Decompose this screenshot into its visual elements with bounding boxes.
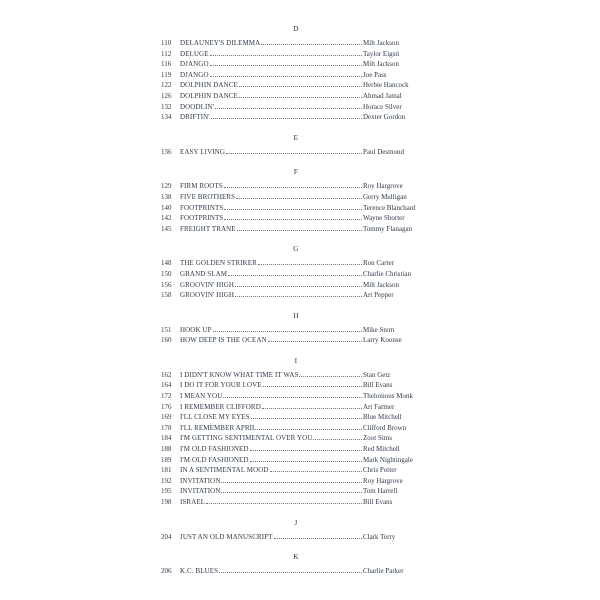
page-number: 189 — [161, 455, 172, 464]
dot-leader — [239, 79, 362, 87]
song-title: IN A SENTIMENTAL MOOD — [180, 466, 269, 475]
song-title: I'M OLD FASHIONED — [180, 445, 249, 454]
song-title: INVITATION — [180, 487, 221, 496]
artist-name: Ron Carter — [363, 259, 394, 268]
artist-name: Wayne Shorter — [363, 214, 405, 223]
artist-name: Ahmad Jamal — [363, 91, 402, 100]
index-entry — [161, 454, 431, 465]
artist-name: Zoot Sims — [363, 434, 392, 443]
song-title: DJANGO — [180, 70, 209, 79]
index-entry — [161, 223, 431, 234]
section-letter-heading: E — [293, 132, 299, 142]
section-letter-heading: I — [294, 355, 298, 365]
index-entry — [161, 401, 431, 412]
index-entry — [161, 432, 431, 443]
artist-name: Terence Blanchard — [363, 203, 416, 212]
index-section-f — [161, 165, 431, 233]
song-title: I DO IT FOR YOUR LOVE — [180, 381, 262, 390]
index-entry — [161, 324, 431, 335]
dot-leader — [210, 69, 362, 77]
artist-name: Tom Harrell — [363, 487, 398, 496]
page-number: 162 — [161, 370, 172, 379]
artist-name: Larry Koonse — [363, 336, 402, 345]
page-number: 158 — [161, 291, 172, 300]
song-title: INVITATION — [180, 476, 221, 485]
index-entry — [161, 289, 431, 300]
page-number: 195 — [161, 487, 172, 496]
dot-leader — [258, 257, 362, 265]
index-entry — [161, 212, 431, 223]
section-letter-heading: J — [294, 517, 298, 527]
artist-name: Milt Jackson — [363, 60, 399, 69]
page-number: 160 — [161, 336, 172, 345]
song-title: HOW DEEP IS THE OCEAN — [180, 336, 267, 345]
page-number: 169 — [161, 413, 172, 422]
dot-leader — [237, 223, 362, 231]
index-entry — [161, 475, 431, 486]
dot-leader — [236, 191, 362, 199]
dot-leader — [257, 422, 362, 430]
page-number: 138 — [161, 192, 172, 201]
dot-leader — [262, 401, 362, 409]
index-entry — [161, 531, 431, 542]
artist-name: Art Farmer — [363, 402, 395, 411]
artist-name: Stan Getz — [363, 370, 391, 379]
page-number: 192 — [161, 476, 172, 485]
index-section-k — [161, 550, 431, 576]
index-entry — [161, 496, 431, 507]
index-entry — [161, 464, 431, 475]
page-number: 132 — [161, 102, 172, 111]
index-entry — [161, 279, 431, 290]
artist-name: Chris Potter — [363, 466, 397, 475]
song-title: DOLPHIN DANCE — [180, 91, 238, 100]
dot-leader — [215, 101, 362, 109]
song-title: I DIDN'T KNOW WHAT TIME IT WAS — [180, 370, 299, 379]
section-letter-heading: D — [293, 24, 299, 33]
artist-name: Thelonious Monk — [363, 392, 413, 401]
index-entry — [161, 90, 431, 101]
dot-leader — [213, 324, 362, 332]
index-entry — [161, 101, 431, 112]
dot-leader — [250, 454, 362, 462]
dot-leader — [239, 90, 362, 98]
page-number: 126 — [161, 91, 172, 100]
index-entry — [161, 180, 431, 191]
section-letter-heading: K — [293, 552, 299, 562]
dot-leader — [263, 379, 362, 387]
index-section-h — [161, 309, 431, 345]
song-title: FIVE BROTHERS — [180, 192, 236, 201]
dot-leader — [274, 531, 362, 539]
index-entry — [161, 69, 431, 80]
page-number: 178 — [161, 423, 172, 432]
dot-leader — [211, 111, 362, 119]
index-entry — [161, 146, 431, 157]
artist-name: Tommy Flanagan — [363, 224, 413, 233]
song-title: GROOVIN' HIGH — [180, 280, 235, 289]
index-section-e — [161, 131, 431, 157]
dot-leader — [206, 496, 362, 504]
page-number: 151 — [161, 325, 172, 334]
dot-leader — [235, 279, 362, 287]
index-section-i — [161, 354, 431, 507]
dot-leader — [210, 58, 362, 66]
page-number: 110 — [161, 39, 172, 47]
artist-name: Charlie Christian — [363, 269, 412, 278]
song-title: I'M GETTING SENTIMENTAL OVER YOU — [180, 434, 313, 443]
index-entry — [161, 422, 431, 433]
dot-leader — [270, 464, 362, 472]
artist-name: Gerry Mulligan — [363, 192, 407, 201]
artist-name: Paul Desmond — [363, 147, 405, 156]
artist-name: Bill Evans — [363, 381, 393, 390]
dot-leader — [226, 146, 362, 154]
page-number: 181 — [161, 466, 172, 475]
song-title: I MEAN YOU — [180, 392, 223, 401]
index-entry — [161, 485, 431, 496]
page-number: 140 — [161, 203, 172, 212]
index-entry — [161, 111, 431, 122]
dot-leader — [268, 334, 362, 342]
index-entry — [161, 390, 431, 401]
dot-leader — [219, 565, 362, 573]
page-number: 184 — [161, 434, 172, 443]
page-number: 150 — [161, 269, 172, 278]
song-title: ISRAEL — [180, 498, 206, 506]
artist-name: Horace Silver — [363, 102, 402, 111]
artist-name: Clifford Brown — [363, 423, 407, 432]
dot-leader — [221, 485, 362, 493]
song-title: GRAND SLAM — [180, 269, 228, 278]
artist-name: Joe Pass — [363, 70, 387, 79]
song-title: I'M OLD FASHIONED — [180, 455, 249, 464]
artist-name: Milt Jackson — [363, 39, 399, 47]
page-number: 136 — [161, 147, 172, 156]
dot-leader — [221, 475, 362, 483]
song-title: K.C. BLUES — [180, 567, 219, 576]
artist-name: Bill Evans — [363, 498, 393, 506]
page-number: 156 — [161, 280, 172, 289]
page-number: 112 — [161, 49, 172, 58]
artist-name: Red Mitchell — [363, 445, 400, 454]
page-number: 145 — [161, 224, 172, 233]
section-letter-heading: H — [293, 310, 299, 320]
index-section-j — [161, 516, 431, 542]
index-entry — [161, 268, 431, 279]
song-title: DOODLIN' — [180, 102, 214, 111]
page-number: 134 — [161, 113, 172, 122]
page-number: 172 — [161, 392, 172, 401]
index-entry — [161, 58, 431, 69]
dot-leader — [235, 289, 362, 297]
artist-name: Clark Terry — [363, 532, 396, 541]
dot-leader — [250, 443, 362, 451]
song-title: DELAUNEY'S DILEMMA — [180, 39, 261, 47]
page-number: 119 — [161, 70, 172, 79]
section-letter-heading: G — [293, 244, 299, 254]
page-number: 204 — [161, 532, 172, 541]
dot-leader — [261, 37, 362, 45]
page-number: 129 — [161, 182, 172, 191]
index-entry — [161, 79, 431, 90]
artist-name: Art Pepper — [363, 291, 394, 300]
dot-leader — [313, 432, 362, 440]
index-entry — [161, 334, 431, 345]
page-number: 206 — [161, 567, 172, 576]
dot-leader — [251, 411, 362, 419]
artist-name: Dexter Gordon — [363, 113, 406, 122]
dot-leader — [224, 202, 362, 210]
song-title: THE GOLDEN STRIKER — [180, 259, 257, 268]
artist-name: Mike Stern — [363, 325, 395, 334]
page-number: 142 — [161, 214, 172, 223]
page-number: 188 — [161, 445, 172, 454]
song-title: FOOTPRINTS — [180, 214, 224, 223]
index-entry — [161, 565, 431, 576]
song-title: DOLPHIN DANCE — [180, 81, 238, 90]
artist-name: Milt Jackson — [363, 280, 399, 289]
dot-leader — [210, 48, 362, 56]
song-title: DELUGE — [180, 49, 209, 58]
dot-leader — [228, 268, 362, 276]
song-title: I'LL CLOSE MY EYES — [180, 413, 250, 422]
index-entry — [161, 443, 431, 454]
song-title: FIRM ROOTS — [180, 182, 223, 191]
song-title: FOOTPRINTS — [180, 203, 224, 212]
index-entry — [161, 191, 431, 202]
dot-leader — [224, 212, 362, 220]
artist-name: Roy Hargrove — [363, 182, 403, 191]
artist-name: Herbie Hancock — [363, 81, 409, 90]
song-title: I'LL REMEMBER APRIL — [180, 423, 257, 432]
song-title: FREIGHT TRANE — [180, 224, 236, 233]
artist-name: Blue Mitchell — [363, 413, 402, 422]
song-title: I REMEMBER CLIFFORD — [180, 402, 261, 411]
page-number: 148 — [161, 259, 172, 268]
index-section-g — [161, 242, 431, 299]
dot-leader — [299, 369, 362, 377]
index-entry — [161, 369, 431, 380]
song-index — [161, 22, 431, 585]
page-number: 198 — [161, 498, 172, 506]
section-letter-heading: F — [293, 167, 299, 177]
index-entry — [161, 202, 431, 213]
song-title: DJANGO — [180, 60, 209, 69]
page-number: 176 — [161, 402, 172, 411]
index-entry — [161, 379, 431, 390]
artist-name: Taylor Eigsti — [363, 49, 400, 58]
index-entry — [161, 37, 431, 48]
song-title: JUST AN OLD MANUSCRIPT — [180, 532, 273, 541]
page-number: 122 — [161, 81, 172, 90]
song-title: HOOK UP — [180, 325, 212, 334]
song-title: EASY LIVING — [180, 147, 225, 156]
song-title: GROOVIN' HIGH — [180, 291, 235, 300]
song-title: DRIFTIN' — [180, 113, 210, 122]
index-entry — [161, 257, 431, 268]
dot-leader — [223, 390, 362, 398]
dot-leader — [224, 180, 362, 188]
artist-name: Charlie Parker — [363, 567, 404, 576]
index-section-d — [161, 22, 431, 122]
artist-name: Mark Nightingale — [363, 455, 413, 464]
page-number: 116 — [161, 60, 172, 69]
artist-name: Roy Hargrove — [363, 476, 403, 485]
index-entry — [161, 48, 431, 59]
page-number: 164 — [161, 381, 172, 390]
index-entry — [161, 411, 431, 422]
